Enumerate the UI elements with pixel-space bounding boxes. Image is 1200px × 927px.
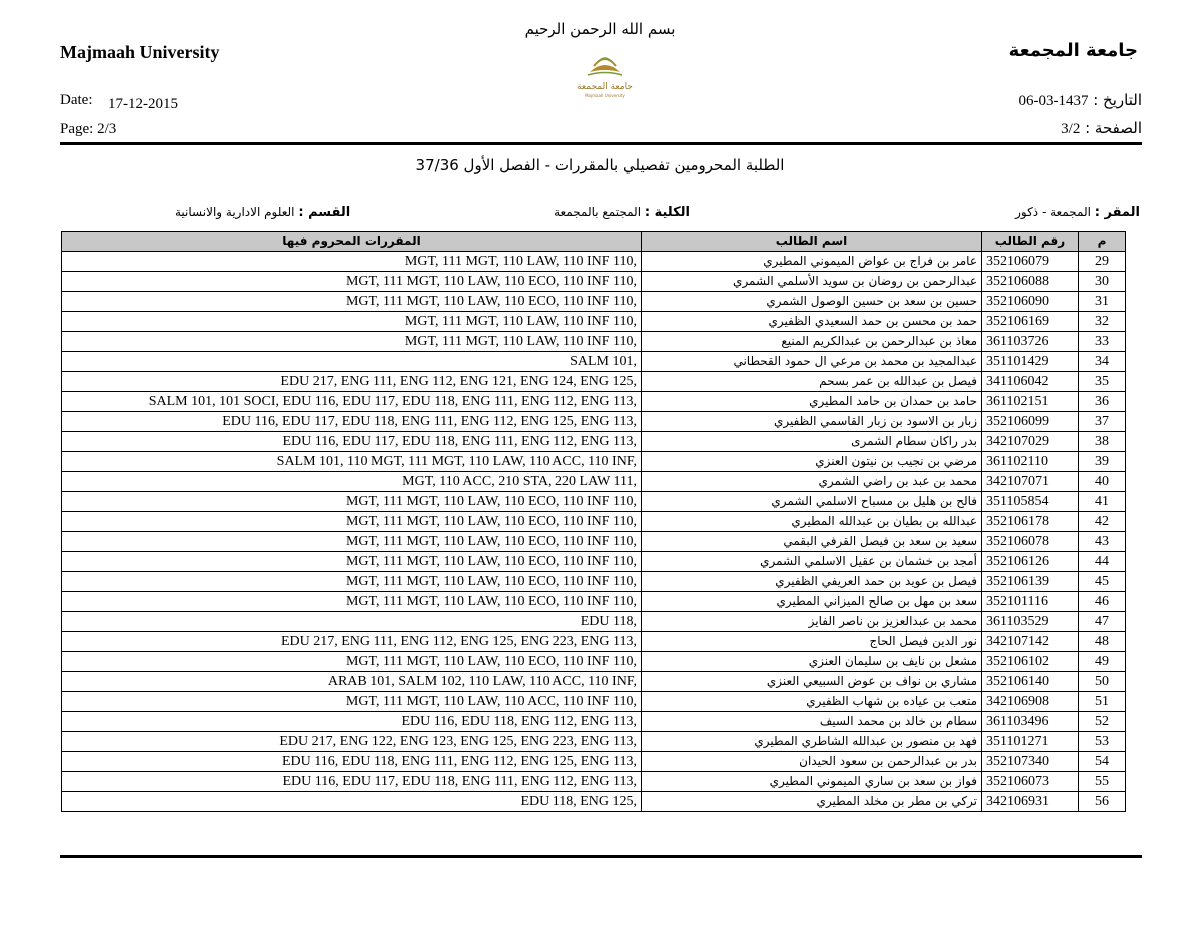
university-name-ar: جامعة المجمعة [1008, 40, 1138, 61]
row-student-id: 352106126 [982, 552, 1079, 572]
row-number: 46 [1079, 592, 1126, 612]
table-row [62, 772, 1126, 792]
basmala: بسم الله الرحمن الرحيم [524, 20, 676, 38]
university-logo [560, 48, 650, 100]
row-courses: EDU 116, EDU 117, EDU 118, ENG 111, ENG 112, ENG 125, ENG 113, [62, 412, 642, 432]
row-number: 52 [1079, 712, 1126, 732]
table-row [62, 652, 1126, 672]
row-number: 56 [1079, 792, 1126, 812]
college-info [554, 205, 690, 220]
row-number: 36 [1079, 392, 1126, 412]
page-label: Page: [60, 121, 94, 137]
row-number: 40 [1079, 472, 1126, 492]
row-student-id: 352106088 [982, 272, 1079, 292]
row-number: 38 [1079, 432, 1126, 452]
logo-text-ar: جامعة المجمعة [577, 82, 633, 92]
row-student-name: فهد بن منصور بن عبدالله الشاطري المطيري [642, 732, 982, 752]
date-ar-value: 1437-03-06 [1018, 93, 1089, 109]
table-row [62, 752, 1126, 772]
row-student-id: 342107029 [982, 432, 1079, 452]
table-row [62, 592, 1126, 612]
page-line [60, 121, 116, 138]
date-label: Date: [60, 92, 93, 108]
table-row [62, 492, 1126, 512]
row-courses: EDU 118, ENG 125, [62, 792, 642, 812]
header-rule [60, 142, 1142, 145]
row-student-name: حمد بن محسن بن حمد السعيدي الظفيري [642, 312, 982, 332]
row-student-id: 351101271 [982, 732, 1079, 752]
row-student-name: سطام بن خالد بن محمد السيف [642, 712, 982, 732]
page-ar-label: الصفحة : [1085, 119, 1142, 137]
row-student-name: حامد بن حمدان بن حامد المطيري [642, 392, 982, 412]
row-student-name: نور الدين فيصل الحاج [642, 632, 982, 652]
page-value: 2/3 [97, 121, 117, 137]
row-courses: MGT, 111 MGT, 110 LAW, 110 INF 110, [62, 332, 642, 352]
row-student-id: 351105854 [982, 492, 1079, 512]
table-row [62, 632, 1126, 652]
row-courses: MGT, 111 MGT, 110 LAW, 110 ACC, 110 INF 110, [62, 692, 642, 712]
row-number: 34 [1079, 352, 1126, 372]
row-number: 43 [1079, 532, 1126, 552]
table-row [62, 272, 1126, 292]
row-courses: EDU 118, [62, 612, 642, 632]
campus-info [1015, 205, 1140, 220]
page-ar-value: 3/2 [1061, 121, 1081, 137]
page-ar-line [1061, 119, 1142, 138]
row-courses: MGT, 111 MGT, 110 LAW, 110 ECO, 110 INF 110, [62, 492, 642, 512]
row-student-id: 341106042 [982, 372, 1079, 392]
row-number: 32 [1079, 312, 1126, 332]
row-student-name: فواز بن سعد بن ساري الميموني المطيري [642, 772, 982, 792]
row-number: 48 [1079, 632, 1126, 652]
row-student-name: تركي بن مطر بن مخلد المطيري [642, 792, 982, 812]
header-student-id: رقم الطالب [982, 232, 1079, 252]
row-number: 37 [1079, 412, 1126, 432]
row-student-name: بدر بن عبدالرحمن بن سعود الحيدان [642, 752, 982, 772]
row-student-id: 342106931 [982, 792, 1079, 812]
row-student-name: عبدالرحمن بن روضان بن سويد الأسلمي الشمري [642, 272, 982, 292]
row-student-id: 352106090 [982, 292, 1079, 312]
row-courses: SALM 101, 101 SOCI, EDU 116, EDU 117, EDU 118, ENG 111, ENG 112, ENG 113, [62, 392, 642, 412]
table-row [62, 332, 1126, 352]
date-ar-label: التاريخ : [1093, 91, 1142, 109]
row-number: 39 [1079, 452, 1126, 472]
row-courses: MGT, 111 MGT, 110 LAW, 110 ECO, 110 INF 110, [62, 512, 642, 532]
table-row [62, 392, 1126, 412]
table-row [62, 472, 1126, 492]
row-student-name: فيصل بن عويد بن حمد العريفي الظفيري [642, 572, 982, 592]
row-student-name: محمد بن عبد بن راضي الشمري [642, 472, 982, 492]
row-student-id: 352106078 [982, 532, 1079, 552]
row-courses: MGT, 111 MGT, 110 LAW, 110 ECO, 110 INF 110, [62, 552, 642, 572]
row-number: 35 [1079, 372, 1126, 392]
row-student-name: متعب بن عياده بن شهاب الظفيري [642, 692, 982, 712]
row-student-name: عامر بن فراج بن عواض الميموني المطيري [642, 252, 982, 272]
row-courses: EDU 217, ENG 122, ENG 123, ENG 125, ENG 223, ENG 113, [62, 732, 642, 752]
row-student-id: 352106102 [982, 652, 1079, 672]
table-row [62, 612, 1126, 632]
row-student-id: 352101116 [982, 592, 1079, 612]
row-number: 55 [1079, 772, 1126, 792]
table-row [62, 712, 1126, 732]
department-value: العلوم الادارية والانسانية [175, 205, 295, 219]
campus-label: المقر : [1094, 205, 1140, 220]
row-courses: MGT, 111 MGT, 110 LAW, 110 ECO, 110 INF 110, [62, 532, 642, 552]
row-student-name: سعد بن مهل بن صالح الميزاني المطيري [642, 592, 982, 612]
row-student-name: عبدالله بن بطيان بن عبدالله المطيري [642, 512, 982, 532]
university-name-en: Majmaah University [60, 42, 220, 62]
table-row [62, 352, 1126, 372]
row-student-id: 352106139 [982, 572, 1079, 592]
row-number: 33 [1079, 332, 1126, 352]
table-row [62, 432, 1126, 452]
row-number: 45 [1079, 572, 1126, 592]
table-row [62, 672, 1126, 692]
row-student-id: 342107142 [982, 632, 1079, 652]
row-number: 42 [1079, 512, 1126, 532]
row-number: 47 [1079, 612, 1126, 632]
row-student-id: 361103496 [982, 712, 1079, 732]
table-row [62, 552, 1126, 572]
row-student-id: 352106140 [982, 672, 1079, 692]
row-courses: MGT, 111 MGT, 110 LAW, 110 ECO, 110 INF 110, [62, 572, 642, 592]
row-student-name: معاذ بن عبدالرحمن بن عبدالكريم المنيع [642, 332, 982, 352]
header-num: م [1079, 232, 1126, 252]
date-value: 17-12-2015 [107, 96, 178, 112]
table-row [62, 532, 1126, 552]
logo-text-en: Majmaah University [585, 93, 625, 98]
row-student-name: مشاري بن نواف بن عوض السبيعي العنزي [642, 672, 982, 692]
book-leaf-icon [560, 48, 650, 100]
table-row [62, 452, 1126, 472]
row-student-id: 351101429 [982, 352, 1079, 372]
date-line [60, 92, 178, 112]
row-courses: EDU 116, EDU 118, ENG 111, ENG 112, ENG 125, ENG 113, [62, 752, 642, 772]
row-student-name: حسين بن سعد بن حسين الوصول الشمري [642, 292, 982, 312]
header-courses: المقررات المحروم فيها [62, 232, 642, 252]
row-courses: SALM 101, [62, 352, 642, 372]
footer-rule [60, 855, 1142, 858]
row-number: 51 [1079, 692, 1126, 712]
row-student-name: محمد بن عبدالعزيز بن ناصر الفايز [642, 612, 982, 632]
row-student-name: بدر راكان سطام الشمرى [642, 432, 982, 452]
row-student-id: 361103529 [982, 612, 1079, 632]
table-row [62, 312, 1126, 332]
row-courses: MGT, 111 MGT, 110 LAW, 110 ECO, 110 INF 110, [62, 592, 642, 612]
row-student-name: زبار بن الاسود بن زبار القاسمي الظفيري [642, 412, 982, 432]
table-row [62, 372, 1126, 392]
row-courses: MGT, 111 MGT, 110 LAW, 110 ECO, 110 INF 110, [62, 272, 642, 292]
department-info [175, 205, 350, 220]
row-student-name: أمجد بن خشمان بن عقيل الاسلمي الشمري [642, 552, 982, 572]
row-courses: MGT, 111 MGT, 110 LAW, 110 INF 110, [62, 252, 642, 272]
row-student-id: 361102151 [982, 392, 1079, 412]
date-ar-line [1018, 91, 1142, 110]
table-row [62, 512, 1126, 532]
college-label: الكلية : [644, 205, 690, 220]
row-number: 44 [1079, 552, 1126, 572]
row-number: 41 [1079, 492, 1126, 512]
row-number: 31 [1079, 292, 1126, 312]
row-number: 54 [1079, 752, 1126, 772]
row-student-name: فالح بن هليل بن مسباح الاسلمي الشمري [642, 492, 982, 512]
row-student-id: 352106073 [982, 772, 1079, 792]
row-courses: EDU 217, ENG 111, ENG 112, ENG 121, ENG 124, ENG 125, [62, 372, 642, 392]
row-student-id: 361103726 [982, 332, 1079, 352]
row-student-id: 352106169 [982, 312, 1079, 332]
department-label: القسم : [298, 205, 351, 220]
row-courses: MGT, 110 ACC, 210 STA, 220 LAW 111, [62, 472, 642, 492]
row-student-id: 342107071 [982, 472, 1079, 492]
row-student-name: مرضي بن نجيب بن نيتون العنزي [642, 452, 982, 472]
row-student-id: 361102110 [982, 452, 1079, 472]
table-row [62, 292, 1126, 312]
row-courses: MGT, 111 MGT, 110 LAW, 110 INF 110, [62, 312, 642, 332]
table-row [62, 252, 1126, 272]
row-courses: SALM 101, 110 MGT, 111 MGT, 110 LAW, 110 ACC, 110 INF, [62, 452, 642, 472]
deprived-students-table [61, 231, 1126, 812]
row-student-name: عبدالمجيد بن محمد بن مرعي ال حمود القحطاني [642, 352, 982, 372]
row-courses: EDU 217, ENG 111, ENG 112, ENG 125, ENG 223, ENG 113, [62, 632, 642, 652]
row-student-id: 342106908 [982, 692, 1079, 712]
row-student-id: 352106099 [982, 412, 1079, 432]
report-title: الطلبة المحرومين تفصيلي بالمقررات - الفصل الأول 37/36 [415, 156, 785, 174]
table-row [62, 572, 1126, 592]
row-courses: EDU 116, EDU 117, EDU 118, ENG 111, ENG 112, ENG 113, [62, 772, 642, 792]
college-value: المجتمع بالمجمعة [554, 205, 642, 219]
row-courses: EDU 116, EDU 117, EDU 118, ENG 111, ENG 112, ENG 113, [62, 432, 642, 452]
row-student-id: 352106079 [982, 252, 1079, 272]
table-row [62, 732, 1126, 752]
table-header-row [62, 232, 1126, 252]
row-courses: MGT, 111 MGT, 110 LAW, 110 ECO, 110 INF 110, [62, 292, 642, 312]
row-student-name: مشعل بن نايف بن سليمان العنزي [642, 652, 982, 672]
campus-value: المجمعة - ذكور [1015, 205, 1091, 219]
row-student-id: 352106178 [982, 512, 1079, 532]
row-courses: ARAB 101, SALM 102, 110 LAW, 110 ACC, 110 INF, [62, 672, 642, 692]
table-row [62, 692, 1126, 712]
row-number: 50 [1079, 672, 1126, 692]
row-number: 53 [1079, 732, 1126, 752]
row-student-id: 352107340 [982, 752, 1079, 772]
table-row [62, 792, 1126, 812]
header-student-name: اسم الطالب [642, 232, 982, 252]
row-student-name: سعيد بن سعد بن فيصل القرفي البقمي [642, 532, 982, 552]
row-student-name: فيصل بن عبدالله بن عمر بسحم [642, 372, 982, 392]
row-number: 29 [1079, 252, 1126, 272]
table-row [62, 412, 1126, 432]
row-courses: EDU 116, EDU 118, ENG 112, ENG 113, [62, 712, 642, 732]
row-number: 30 [1079, 272, 1126, 292]
row-courses: MGT, 111 MGT, 110 LAW, 110 ECO, 110 INF 110, [62, 652, 642, 672]
row-number: 49 [1079, 652, 1126, 672]
